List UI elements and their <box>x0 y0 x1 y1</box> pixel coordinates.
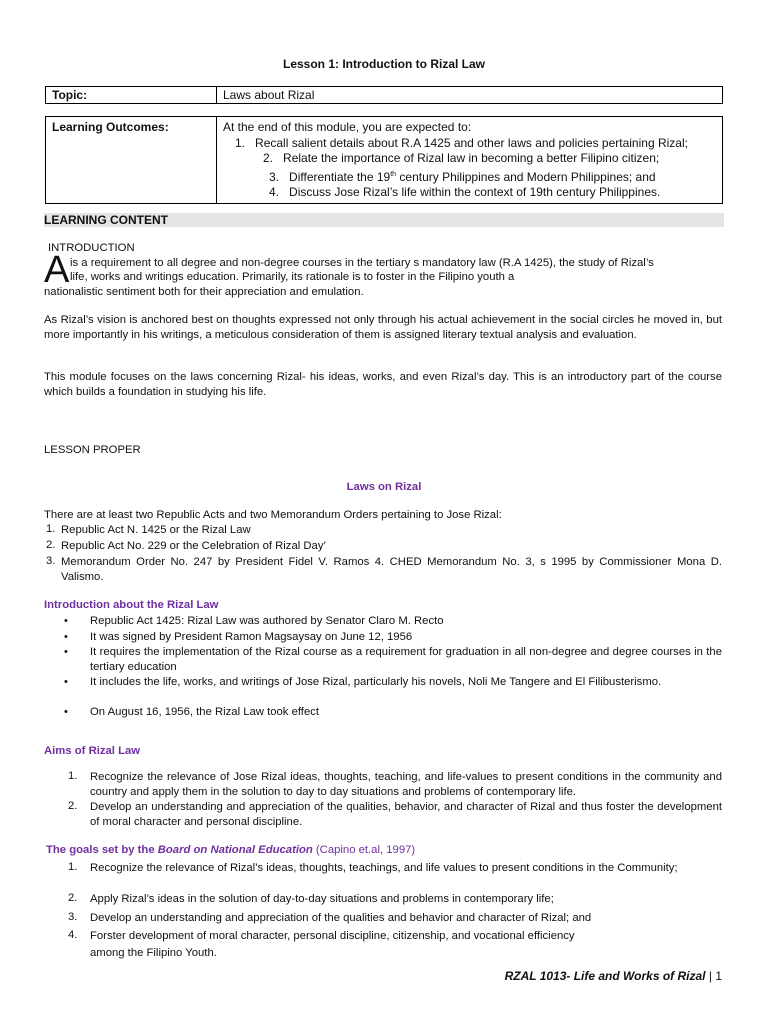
laws-item: Memorandum Order No. 247 by President Fidel V. Ramos 4. CHED Memorandum No. 3, s 1995 by Commissioner Mona D. Valismo. <box>61 556 722 583</box>
aims-item: Recognize the relevance of Jose Rizal ideas, thoughts, teaching, and life-values to present conditions in the community and country and apply them in the solution to day to day situations and problems of contemporary life. <box>90 771 722 798</box>
footer-course: RZAL 1013- Life and Works of Rizal <box>504 969 706 983</box>
outcomes-table <box>45 116 723 204</box>
goals-num: 3. <box>68 911 78 923</box>
footer-separator: | <box>705 969 716 983</box>
topic-table <box>45 86 723 104</box>
introduction-heading: INTRODUCTION <box>48 242 135 254</box>
intro-paragraph-3: This module focuses on the laws concerning Rizal- his ideas, works, and even Rizal’s day. This is an introductory part of the course which builds a foundation in studying his life. <box>44 371 722 398</box>
outcomes-intro: At the end of this module, you are expected to: <box>223 120 472 134</box>
outcomes-list <box>223 136 716 201</box>
topic-value: Laws about Rizal <box>217 87 723 104</box>
laws-num: 3. <box>46 555 56 567</box>
intro-law-item: Republic Act 1425: Rizal Law was authored by Senator Claro M. Recto <box>90 615 444 627</box>
goals-item: Forster development of moral character, personal discipline, citizenship, and vocational efficiency <box>90 930 575 942</box>
goals-item: Apply Rizal’s ideas in the solution of day-to-day situations and problems in contemporary life; <box>90 893 554 905</box>
bullet: • <box>64 615 68 627</box>
intro-line-2: life, works and writings education. Primarily, its rationale is to foster in the Filipino youth a <box>70 271 515 283</box>
intro-law-item: It requires the implementation of the Rizal course as a requirement for graduation in all non-degree and degree courses in the tertiary education <box>90 646 722 673</box>
laws-num: 2. <box>46 539 56 551</box>
topic-label: Topic: <box>46 87 217 104</box>
aims-num: 2. <box>68 800 78 812</box>
laws-num: 1. <box>46 523 56 535</box>
intro-law-item: It includes the life, works, and writings of Jose Rizal, particularly his novels, Noli Me Tangere and El Filibusterismo. <box>90 676 662 688</box>
bullet: • <box>64 706 68 718</box>
learning-content-heading: LEARNING CONTENT <box>44 213 724 227</box>
intro-law-item: On August 16, 1956, the Rizal Law took effect <box>90 706 320 718</box>
laws-intro: There are at least two Republic Acts and two Memorandum Orders pertaining to Jose Rizal: <box>44 509 502 521</box>
aims-num: 1. <box>68 770 78 782</box>
bullet: • <box>64 631 68 643</box>
laws-item: Republic Act N. 1425 or the Rizal Law <box>61 524 251 536</box>
outcome-item: 4. Discuss Jose Rizal’s life within the context of 19th century Philippines. <box>269 185 661 199</box>
outcomes-label: Learning Outcomes: <box>46 117 217 204</box>
laws-item: Republic Act No. 229 or the Celebration of Rizal Day’ <box>61 540 326 552</box>
goals-heading: The goals set by the Board on National Education (Capino et.al, 1997) <box>46 844 416 856</box>
laws-heading: Laws on Rizal <box>346 481 422 493</box>
page-number: 1 <box>715 969 722 983</box>
aims-item: Develop an understanding and appreciation of the qualities, behavior, and character of Rizal and thus foster the development of moral character and personal discipline. <box>90 801 722 828</box>
intro-line-1: is a requirement to all degree and non-degree courses in the tertiary s mandatory law (R.A 1425), the study of Rizal’s <box>70 257 654 269</box>
bullet: • <box>64 676 68 688</box>
goals-num: 1. <box>68 861 78 873</box>
aims-heading: Aims of Rizal Law <box>44 745 141 757</box>
dropcap-letter: A <box>44 249 70 291</box>
intro-paragraph-2: As Rizal’s vision is anchored best on thoughts expressed not only through his actual achievement in the social circles he moved in, but more importantly in his writings, a meticulous consideration of them is assigned literary textual analysis and evaluation. <box>44 314 722 341</box>
intro-law-heading: Introduction about the Rizal Law <box>44 599 219 611</box>
intro-line-3: nationalistic sentiment both for their appreciation and emulation. <box>44 286 364 298</box>
goals-item: Develop an understanding and appreciation of the qualities and behavior and character of Rizal; and <box>90 912 592 924</box>
bullet: • <box>64 646 68 658</box>
lesson-proper-heading: LESSON PROPER <box>44 444 141 456</box>
outcome-item: 1. Recall salient details about R.A 1425 and other laws and policies pertaining Rizal; <box>235 135 688 150</box>
goals-item: Recognize the relevance of Rizal’s ideas, thoughts, teachings, and life values to present conditions in the Community; <box>90 862 678 874</box>
outcome-item: 3. Differentiate the 19th century Philippines and Modern Philippines; and <box>269 169 656 184</box>
goals-num: 4. <box>68 929 78 941</box>
outcome-item: 2. Relate the importance of Rizal law in becoming a better Filipino citizen; <box>263 151 660 165</box>
intro-law-item: It was signed by President Ramon Magsaysay on June 12, 1956 <box>90 631 413 643</box>
goals-last-line: among the Filipino Youth. <box>90 947 217 959</box>
goals-num: 2. <box>68 892 78 904</box>
lesson-title: Lesson 1: Introduction to Rizal Law <box>282 57 485 71</box>
page-footer <box>505 969 722 983</box>
